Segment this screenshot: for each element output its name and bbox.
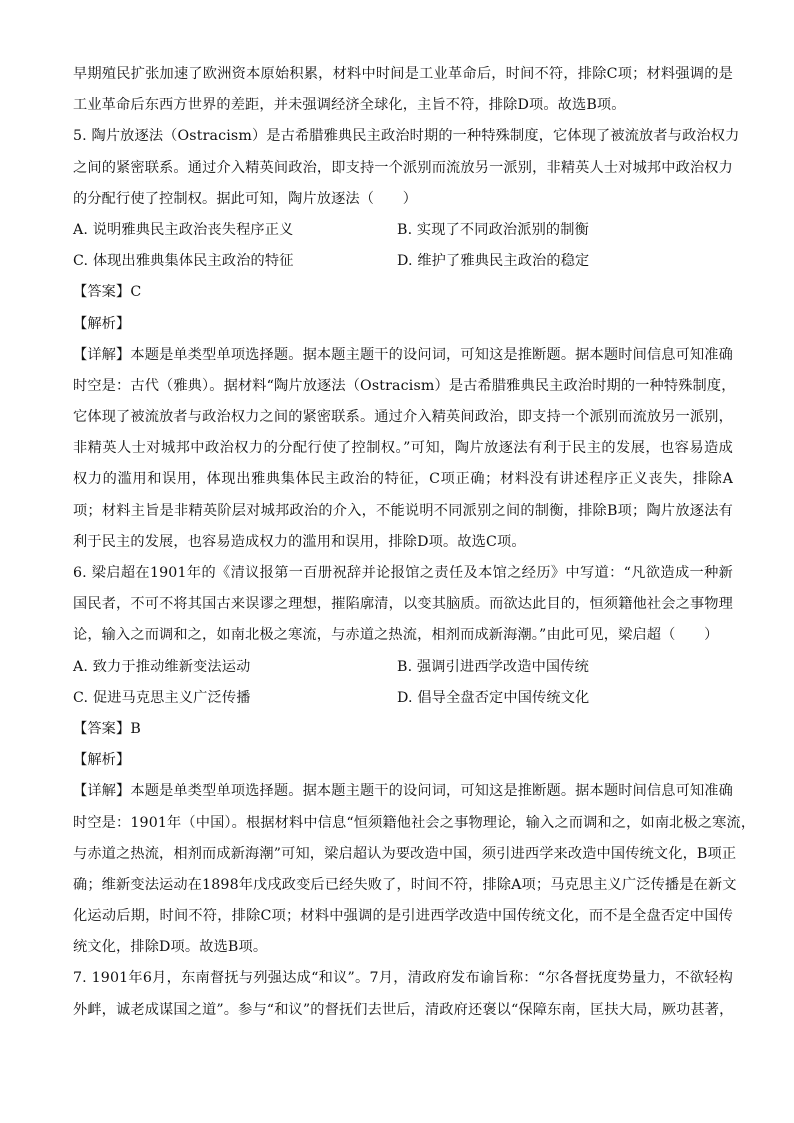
option-c: C. 体现出雅典集体民主政治的特征 bbox=[73, 253, 294, 270]
question-6-options-row bbox=[73, 657, 733, 677]
detail-line: 化运动后期，时间不符，排除C项；材料中强调的是引进西学改造中国传统文化，而不是全盘否定中国传 bbox=[73, 908, 733, 925]
question-7-stem-line: 7. 1901年6月，东南督抚与列强达成“和议”。7月，清政府发布谕旨称：“尔各督抚度势量力，不欲轻构 bbox=[73, 970, 733, 987]
question-7-stem-line: 外衅，诚老成谋国之道”。参与“和议”的督抚们去世后，清政府还褒以“保障东南，匡扶大局，厥功甚著， bbox=[73, 1001, 734, 1018]
detail-line: 利于民主的发展，也容易造成权力的滥用和误用，排除D项。故选C项。 bbox=[73, 533, 526, 550]
analysis-label: 【解析】 bbox=[73, 315, 131, 332]
detail-line: 项；材料主旨是非精英阶层对城邦政治的介入，不能说明不同派别之间的制衡，排除B项；陶片放逐法有 bbox=[73, 502, 733, 519]
question-5-stem-line: 之间的紧密联系。通过介入精英间政治，即支持一个派别而流放另一派别，非精英人士对城邦中政治权力 bbox=[73, 159, 733, 176]
option-a: A. 说明雅典民主政治丧失程序正义 bbox=[73, 221, 294, 238]
answer-label: 【答案】B bbox=[73, 720, 141, 737]
answer-label: 【答案】C bbox=[73, 284, 142, 301]
question-6-stem-line: 6. 梁启超在1901年的《清议报第一百册祝辞并论报馆之责任及本馆之经历》中写道：“凡欲造成一种新 bbox=[73, 565, 733, 581]
detail-line: 时空是：1901年（中国）。根据材料中信息“恒须籍他社会之事物理论，输入之而调和之，如南北极之寒流， bbox=[73, 814, 756, 831]
detail-line: 【详解】本题是单类型单项选择题。据本题主题干的设问词，可知这是推断题。据本题时间信息可知准确 bbox=[73, 346, 733, 363]
question-6-stem-line: 国民者，不可不将其国古来误谬之理想，摧陷廓清，以变其脑质。而欲达此目的，恒须籍他社会之事物理 bbox=[73, 596, 733, 613]
option-b: B. 强调引进西学改造中国传统 bbox=[397, 658, 589, 675]
question-5-stem-line: 的分配行使了控制权。据此可知，陶片放逐法（ ） bbox=[73, 190, 418, 207]
detail-line: 非精英人士对城邦中政治权力的分配行使了控制权。”可知，陶片放逐法有利于民主的发展，也容易造成 bbox=[73, 440, 733, 457]
option-b: B. 实现了不同政治派别的制衡 bbox=[397, 221, 589, 238]
paragraph-line: 工业革命后东西方世界的差距，并未强调经济全球化，主旨不符，排除D项。故选B项。 bbox=[73, 97, 626, 114]
question-5-stem-line: 5. 陶片放逐法（Ostracism）是古希腊雅典民主政治时期的一种特殊制度，它体现了被流放者与政治权力 bbox=[73, 128, 740, 145]
option-d: D. 维护了雅典民主政治的稳定 bbox=[397, 253, 590, 270]
detail-line: 时空是：古代（雅典）。据材料“陶片放逐法（Ostracism）是古希腊雅典民主政治时期的一种特殊制度， bbox=[73, 377, 736, 394]
question-5-options-row bbox=[73, 220, 733, 240]
option-d: D. 倡导全盘否定中国传统文化 bbox=[397, 689, 590, 706]
detail-line: 确；维新变法运动在1898年戊戌政变后已经失败了，时间不符，排除A项；马克思主义广泛传播是在新文 bbox=[73, 876, 737, 893]
document-page bbox=[73, 64, 756, 1031]
analysis-label: 【解析】 bbox=[73, 752, 131, 769]
question-5-options-row bbox=[73, 251, 733, 271]
detail-line: 权力的滥用和误用，体现出雅典集体民主政治的特征，C项正确；材料没有讲述程序正义丧失，排除A bbox=[73, 471, 733, 488]
detail-line: 【详解】本题是单类型单项选择题。据本题主题干的设问词，可知这是推断题。据本题时间信息可知准确 bbox=[73, 783, 733, 800]
option-c: C. 促进马克思主义广泛传播 bbox=[73, 689, 251, 706]
paragraph-line: 早期殖民扩张加速了欧洲资本原始积累，材料中时间是工业革命后，时间不符，排除C项；材料强调的是 bbox=[73, 66, 733, 82]
question-6-options-row bbox=[73, 688, 733, 708]
detail-line: 统文化，排除D项。故选B项。 bbox=[73, 939, 268, 956]
detail-line: 它体现了被流放者与政治权力之间的紧密联系。通过介入精英间政治，即支持一个派别而流放另一派别， bbox=[73, 409, 733, 426]
option-a: A. 致力于推动维新变法运动 bbox=[73, 658, 251, 675]
detail-line: 与赤道之热流，相剂而成新海潮”可知，梁启超认为要改造中国，须引进西学来改造中国传统文化，B项正 bbox=[73, 845, 737, 862]
question-6-stem-line: 论，输入之而调和之，如南北极之寒流，与赤道之热流，相剂而成新海潮。”由此可见，梁启超（ ） bbox=[73, 627, 719, 644]
